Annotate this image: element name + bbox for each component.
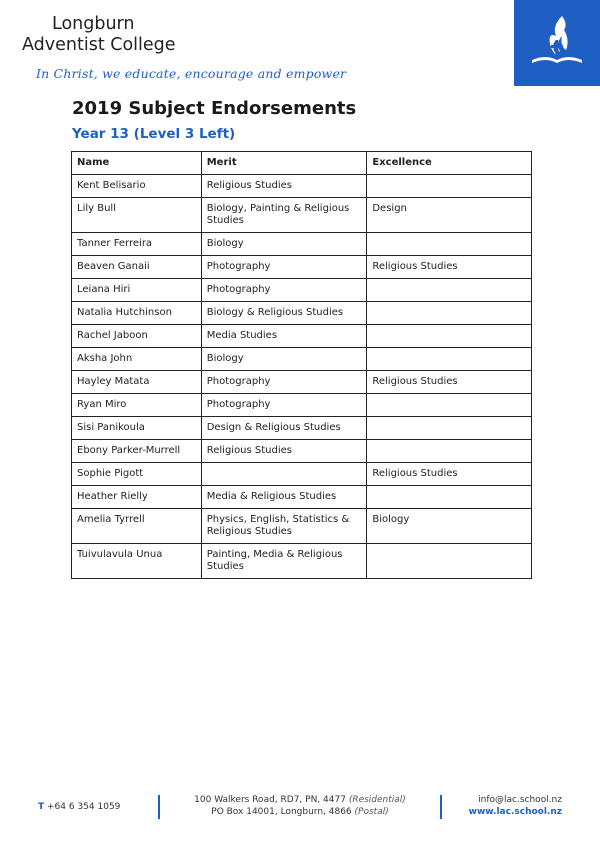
table-row [72, 463, 532, 486]
table-row [72, 198, 532, 233]
footer-address [170, 794, 430, 818]
merit-subjects: Design & Religious Studies [201, 417, 367, 440]
excellence-subjects [367, 279, 532, 302]
merit-subjects: Religious Studies [201, 440, 367, 463]
table-row [72, 256, 532, 279]
table-row [72, 302, 532, 325]
phone-label: T [38, 802, 45, 812]
footer-contact [469, 794, 562, 818]
column-header-merit: Merit [201, 152, 367, 175]
logo [514, 0, 600, 86]
student-name: Leiana Hiri [72, 279, 202, 302]
school-name-line1: Longburn [52, 14, 135, 34]
merit-subjects: Religious Studies [201, 175, 367, 198]
merit-subjects: Photography [201, 256, 367, 279]
tagline: In Christ, we educate, encourage and empower [36, 66, 347, 81]
excellence-subjects [367, 233, 532, 256]
email-link[interactable]: info@lac.school.nz [478, 795, 562, 805]
table-row [72, 233, 532, 256]
address-residential [170, 794, 430, 806]
merit-subjects: Physics, English, Statistics & Religious Studies [201, 509, 367, 544]
student-name: Sophie Pigott [72, 463, 202, 486]
merit-subjects: Biology, Painting & Religious Studies [201, 198, 367, 233]
address-line2-note: (Postal) [354, 807, 389, 817]
table-row [72, 279, 532, 302]
excellence-subjects: Biology [367, 509, 532, 544]
excellence-subjects: Religious Studies [367, 371, 532, 394]
merit-subjects: Photography [201, 394, 367, 417]
address-line1-note: (Residential) [348, 795, 406, 805]
footer-divider [158, 795, 160, 819]
excellence-subjects [367, 175, 532, 198]
address-postal [170, 806, 430, 818]
student-name: Ryan Miro [72, 394, 202, 417]
excellence-subjects [367, 348, 532, 371]
student-name: Ebony Parker-Murrell [72, 440, 202, 463]
merit-subjects: Biology [201, 348, 367, 371]
student-name: Kent Belisario [72, 175, 202, 198]
table-row [72, 325, 532, 348]
page-title: 2019 Subject Endorsements [72, 98, 357, 119]
page-subtitle: Year 13 (Level 3 Left) [72, 126, 236, 142]
excellence-subjects [367, 302, 532, 325]
student-name: Hayley Matata [72, 371, 202, 394]
merit-subjects: Media Studies [201, 325, 367, 348]
column-header-name: Name [72, 152, 202, 175]
table-header-row [72, 152, 532, 175]
address-line1: 100 Walkers Road, RD7, PN, 4477 [194, 795, 346, 805]
excellence-subjects: Religious Studies [367, 256, 532, 279]
merit-subjects: Biology & Religious Studies [201, 302, 367, 325]
address-line2: PO Box 14001, Longburn, 4866 [211, 807, 352, 817]
merit-subjects: Photography [201, 371, 367, 394]
footer-phone [38, 802, 120, 812]
student-name: Rachel Jaboon [72, 325, 202, 348]
student-name: Beaven Ganaii [72, 256, 202, 279]
table-row [72, 509, 532, 544]
school-name [22, 14, 176, 56]
excellence-subjects: Design [367, 198, 532, 233]
excellence-subjects [367, 325, 532, 348]
student-name: Aksha John [72, 348, 202, 371]
merit-subjects: Photography [201, 279, 367, 302]
student-name: Natalia Hutchinson [72, 302, 202, 325]
student-name: Lily Bull [72, 198, 202, 233]
merit-subjects [201, 463, 367, 486]
adventist-flame-bible-icon [526, 10, 588, 72]
table-row [72, 175, 532, 198]
merit-subjects: Media & Religious Studies [201, 486, 367, 509]
table-row [72, 544, 532, 579]
excellence-subjects [367, 417, 532, 440]
excellence-subjects [367, 440, 532, 463]
table-row [72, 371, 532, 394]
student-name: Tuivulavula Unua [72, 544, 202, 579]
table-row [72, 394, 532, 417]
excellence-subjects [367, 394, 532, 417]
excellence-subjects [367, 486, 532, 509]
footer-divider [440, 795, 442, 819]
student-name: Amelia Tyrrell [72, 509, 202, 544]
endorsements-table [71, 151, 532, 579]
table-row [72, 440, 532, 463]
excellence-subjects [367, 544, 532, 579]
table-row [72, 417, 532, 440]
merit-subjects: Painting, Media & Religious Studies [201, 544, 367, 579]
website-link[interactable]: www.lac.school.nz [468, 807, 562, 817]
column-header-excellence: Excellence [367, 152, 532, 175]
footer [0, 790, 600, 830]
excellence-subjects: Religious Studies [367, 463, 532, 486]
student-name: Heather Rielly [72, 486, 202, 509]
student-name: Tanner Ferreira [72, 233, 202, 256]
table-row [72, 348, 532, 371]
student-name: Sisi Panikoula [72, 417, 202, 440]
merit-subjects: Biology [201, 233, 367, 256]
table-row [72, 486, 532, 509]
phone-number[interactable]: +64 6 354 1059 [47, 802, 121, 812]
school-name-line2: Adventist College [22, 35, 176, 55]
